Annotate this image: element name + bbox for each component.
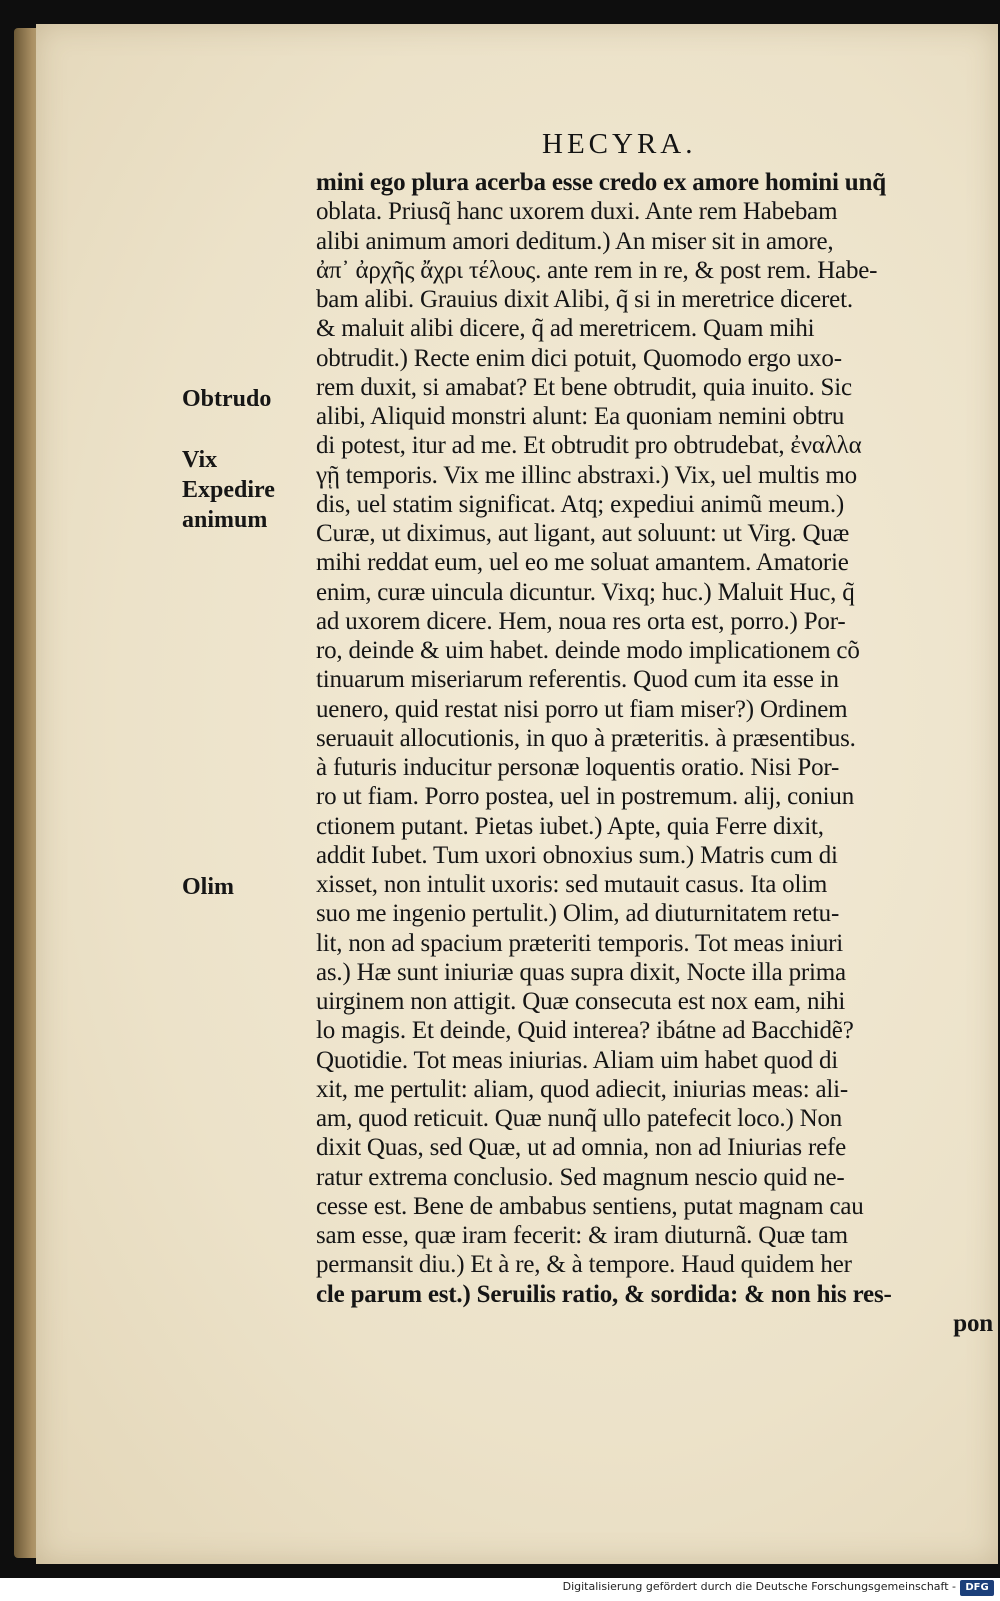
text-line: as.) Hæ sunt iniuriæ quas supra dixit, Nocte illa prima xyxy=(316,958,846,986)
text-line: à futuris inducitur personæ loquentis oratio. Nisi Por- xyxy=(316,754,840,781)
marginal-note-animum: animum xyxy=(182,507,268,533)
catchword: pon xyxy=(953,1309,993,1337)
text-line: alibi animum amori deditum.) An miser sit in amore, xyxy=(316,227,834,255)
text-line: sam esse, quæ iram fecerit: & iram diuturnã. Quæ tam xyxy=(316,1222,848,1249)
text-line: cesse est. Bene de ambabus sentiens, putat magnam cau xyxy=(316,1192,864,1220)
text-line: dis, uel statim significat. Atq; expediui animũ meum.) xyxy=(316,490,845,518)
text-line: ro ut fiam. Porro postea, uel in postremum. alij, coniun xyxy=(316,783,855,811)
dfg-logo: DFG xyxy=(960,1580,994,1596)
text-line: ctionem putant. Pietas iubet.) Apte, quia Ferre dixit, xyxy=(316,812,824,840)
text-line: rem duxit, si amabat? Et bene obtrudit, quia inuito. Sic xyxy=(316,373,852,401)
text-line: tinuarum miseriarum referentis. Quod cum ita esse in xyxy=(316,666,839,694)
marginal-note-obtrudo: Obtrudo xyxy=(182,386,272,412)
text-line: mini ego plura acerba esse credo ex amore homini unq̃ xyxy=(316,169,886,196)
text-line: ro, deinde & uim habet. deinde modo implicationem cõ xyxy=(316,637,860,664)
text-line: suo me ingenio pertulit.) Olim, ad diuturnitatem retu- xyxy=(316,900,840,928)
text-line: obtrudit.) Recte enim dici potuit, Quomodo ergo uxo- xyxy=(316,344,842,372)
text-line: enim, curæ uincula dicuntur. Vixq; huc.) Maluit Huc, q̃ xyxy=(316,578,855,606)
text-line: ratur extrema conclusio. Sed magnum nescio quid ne- xyxy=(316,1163,845,1191)
text-line: dixit Quas, sed Quæ, ut ad omnia, non ad Iniurias refe xyxy=(316,1134,847,1162)
text-line: xit, me pertulit: aliam, quod adiecit, iniurias meas: ali- xyxy=(316,1075,849,1103)
running-head: HECYRA. xyxy=(542,128,697,160)
marginal-note-expedire: Expedire xyxy=(182,477,275,503)
text-line: ἀπ᾽ ἀρχῆς ἄχρι τέλους. ante rem in re, & post rem. Habe- xyxy=(316,256,878,284)
text-line: alibi, Aliquid monstri alunt: Ea quoniam nemini obtru xyxy=(316,403,845,430)
text-line: xisset, non intulit uxoris: sed mutauit casus. Ita olim xyxy=(316,871,828,898)
text-line: lo magis. Et deinde, Quid interea? ibátne ad Bacchidẽ? xyxy=(316,1017,854,1045)
main-text-block xyxy=(316,168,1000,1338)
text-line: di potest, itur ad me. Et obtrudit pro obtrudebat, ἐναλλα xyxy=(316,432,862,460)
text-line: & maluit alibi dicere, q̃ ad meretricem. Quam mihi xyxy=(316,315,815,343)
text-line: uenero, quid restat nisi porro ut fiam miser?) Ordinem xyxy=(316,695,848,723)
text-line: lit, non ad spacium præteriti temporis. Tot meas iniuri xyxy=(316,929,843,957)
text-line: oblata. Priusq̃ hanc uxorem duxi. Ante rem Habebam xyxy=(316,198,838,226)
text-line: uirginem non attigit. Quæ consecuta est nox eam, nihi xyxy=(316,988,846,1015)
text-line: γῇ temporis. Vix me illinc abstraxi.) Vix, uel multis mo xyxy=(316,461,857,489)
text-line: ad uxorem dicere. Hem, noua res orta est, porro.) Por- xyxy=(316,607,846,635)
marginal-note-olim: Olim xyxy=(182,874,234,900)
text-line: Quotidie. Tot meas iniurias. Aliam uim habet quod di xyxy=(316,1046,839,1074)
text-line: mihi reddat eum, uel eo me soluat amantem. Amatorie xyxy=(316,549,849,577)
digitization-credit: Digitalisierung gefördert durch die Deutsche Forschungsgemeinschaft - xyxy=(562,1580,956,1593)
book-page xyxy=(36,24,998,1564)
text-line: cle parum est.) Seruilis ratio, & sordida: & non his res- xyxy=(316,1280,892,1308)
text-line: seruauit allocutionis, in quo à præteritis. à præsentibus. xyxy=(316,724,856,752)
text-line: am, quod reticuit. Quæ nunq̃ ullo patefecit loco.) Non xyxy=(316,1105,843,1132)
marginal-note-vix: Vix xyxy=(182,447,218,473)
text-line: addit Iubet. Tum uxori obnoxius sum.) Matris cum di xyxy=(316,841,838,869)
text-line: Curæ, ut diximus, aut ligant, aut soluunt: ut Virg. Quæ xyxy=(316,520,850,547)
text-line: bam alibi. Grauius dixit Alibi, q̃ si in meretrice diceret. xyxy=(316,286,853,313)
text-line: permansit diu.) Et à re, & à tempore. Haud quidem her xyxy=(316,1251,852,1279)
footer-bar xyxy=(0,1578,1000,1601)
